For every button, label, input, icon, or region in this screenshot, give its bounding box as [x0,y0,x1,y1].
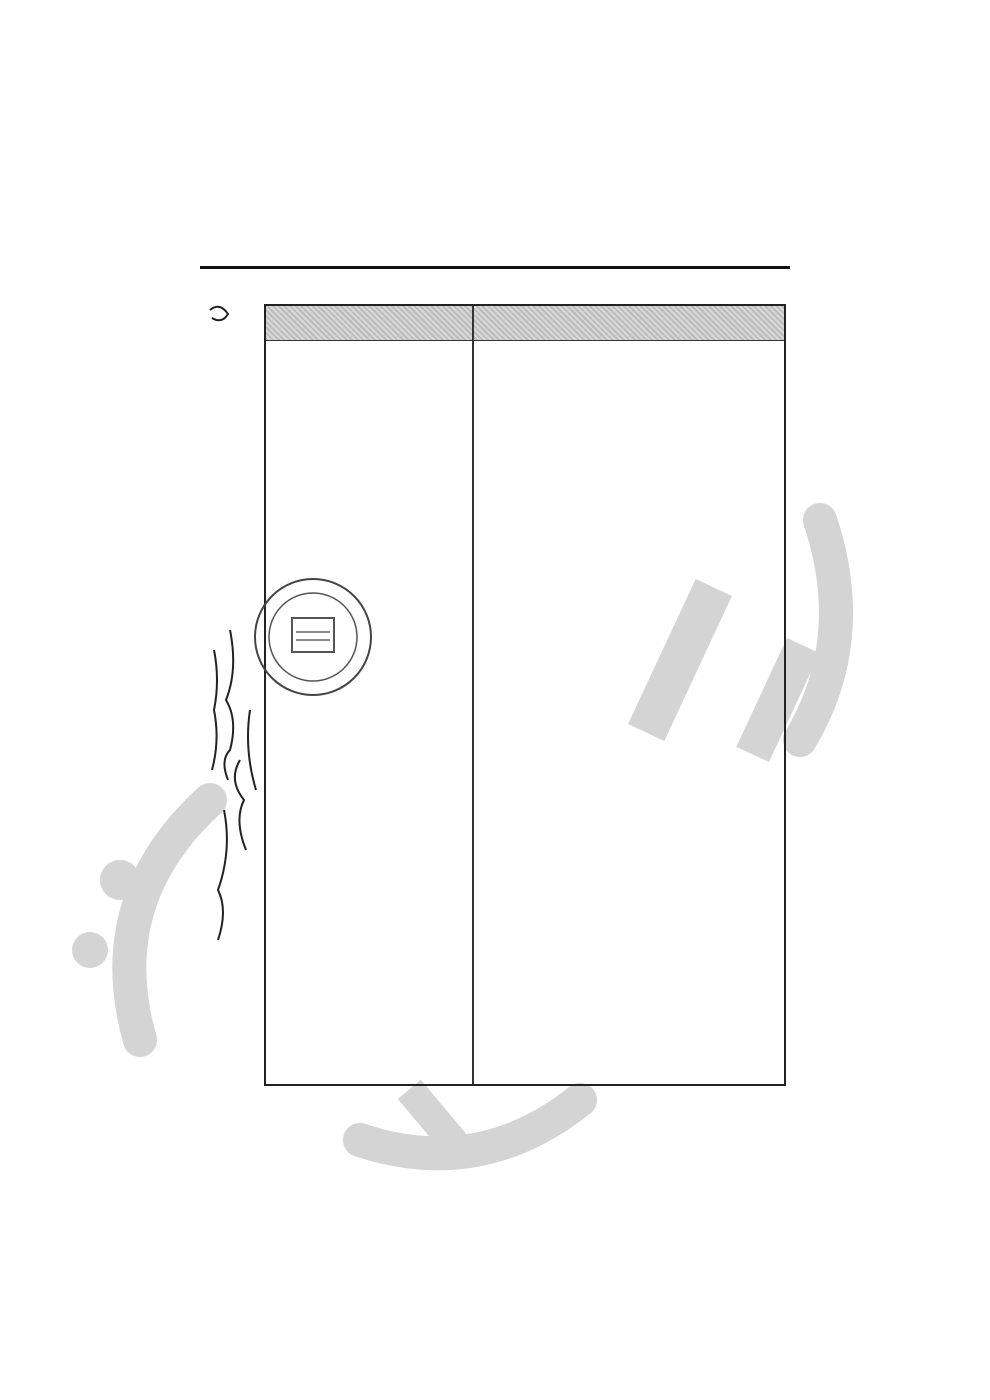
table-header [266,306,784,341]
header-rule [200,266,790,269]
official-seal [248,572,378,702]
page-header [200,226,790,268]
column-divider [472,306,474,1084]
scanned-table-page [200,290,795,1110]
